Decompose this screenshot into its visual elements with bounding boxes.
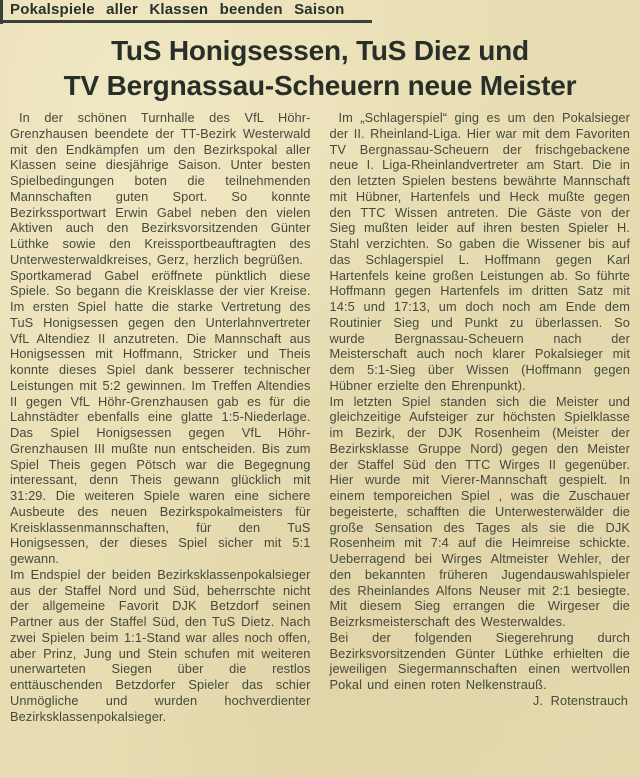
article-paragraph: Bei der folgenden Siegerehrung durch Bezirksvorsitzenden Günter Lüthke erhielten die jeweiligen Siegermannschaften einen wertvollen Pokal und einen roten Nelkenstrauß. <box>329 629 630 692</box>
kicker: Pokalspiele aller Klassen beenden Saison <box>10 1 345 18</box>
kicker-underline-rule <box>0 20 372 23</box>
article-paragraph: Im Endspiel der beiden Bezirksklassenpokalsieger aus der Staffel Nord und Süd, beherrschte nicht der allgemeine Favorit DJK Betzdorf seinen Partner aus der Staffel Süd, den TuS Dietz. Nach zwei Spielen beim 1:1-Stand war alles noch offen, aber Prinz, Jung und Stein schufen mit weiteren unerwarteten Siegen über die restlos enttäuschenden Betzdorfer Spieler das schier Unmögliche und wurden hochverdienter Bezirksklassenpokalsieger. <box>10 566 311 724</box>
byline: J. Rotenstrauch <box>532 692 628 708</box>
article-right-column <box>330 110 631 724</box>
article-body <box>10 110 630 724</box>
article-paragraph: Im „Schlagerspiel“ ging es um den Pokalsieger der II. Rheinland-Liga. Hier war mit dem Favoriten TV Bergnassau-Scheuern der frischgebackene neue I. Liga-Rheinlandvertreter am Start. Die in den letzten Spielen bestens bewährte Mannschaft mit Hübner, Hartenfels und Heck mußte gegen den TTC Wissen antreten. Die Gäste von der Sieg mußten leider auf ihren besten Spieler H. Stahl verzichten. So gaben die Wissener bis auf das Schlagerspiel L. Hoffmann gegen Karl Hartenfels keine großen Leistungen ab. So führte Hoffmann gegen Hartenfels im dritten Satz mit 14:5 und 17:13, um doch noch am Ende dem Routinier Sieg und Punkt zu überlassen. So wurde Bergnassau-Scheuern nach der Meisterschaft auch noch klarer Pokalsieger mit dem 5:1-Sieg über Wissen (Hoffmann gegen Hübner erzielte den Ehrenpunkt). <box>329 110 630 393</box>
article-paragraph: In der schönen Turnhalle des VfL Höhr-Grenzhausen beendete der TT-Bezirk Westerwald mit den Endkämpfen um den Bezirkspokal aller Klassen seine diesjährige Saison. Unter besten Spielbedingungen boten die teilnehmenden Mannschaften guten Sport. So konnte Bezirkssportwart Erwin Gabel neben den vielen Aktiven auch den Bezirksvorsitzenden Günter Lüthke sowie den Kreissportbeauftragten des Unterwesterwaldkreises, Gerz, herzlich begrüßen. <box>10 110 311 267</box>
article-paragraph: Sportkamerad Gabel eröffnete pünktlich diese Spiele. So begann die Kreisklasse der vier Kreise. Im ersten Spiel hatte die starke Vertretung des TuS Honigsessen gegen den Unterlahnvertreter VfL Altendiez II anzutreten. Die Mannschaft aus Honigsessen mit Hoffmann, Stricker und Theis konnte dieses Spiel dank besserer technischer Leistungen mit 5:2 gewinnen. Im Treffen Altendies II gegen VfL Höhr-Grenzhausen gab es für die Lahnstädter ebenfalls eine glatte 1:5-Niederlage. Das Spiel Honigsessen gegen VfL Höhr-Grenzhausen III mußte nun entscheiden. Bis zum Spiel Theis gegen Pötsch war die Begegnung interessant, denn Theis gewann glücklich mit 31:29. Die weiteren Spiele waren eine sichere Ausbeute des neuen Bezirkspokalmeisters für Kreisklassenmannschaften, für den TuS Honigsessen, der dieses Spiel sicher mit 5:1 gewann. <box>10 267 311 566</box>
article-paragraph: Im letzten Spiel standen sich die Meister und gleichzeitige Aufsteiger zur höchsten Spielklasse im Bezirk, der DJK Rosenheim (Meister der Bezirksklasse Gruppe Nord) gegen den Meister der Staffel Süd den TTC Wirges II gegenüber. Hier wurde mit Vierer-Mannschaft gespielt. In einem temporeichen Spiel , was die Zuschauer begeisterte, schafften die Unterwesterwälder die große Sensation des Tages als sie die DJK Rosenheim mit 7:4 auf die Heimreise schickte. Ueberragend bei Wirges Altmeister Wehler, der den bekannten früheren Jugendauswahlspieler des Rheinlandes Alfons Neuser mit 2:1 besiegte. Mit diesem Sieg errangen die Wirgeser die Beizrksmeisterschaft des Westerwaldes. <box>329 393 630 629</box>
article-left-column <box>10 110 311 724</box>
headline <box>0 33 640 103</box>
right-column-paragraphs <box>330 110 631 693</box>
headline-line-1: TuS Honigsessen, TuS Diez und <box>111 35 529 66</box>
headline-line-2: TV Bergnassau-Scheuern neue Meister <box>63 70 577 101</box>
